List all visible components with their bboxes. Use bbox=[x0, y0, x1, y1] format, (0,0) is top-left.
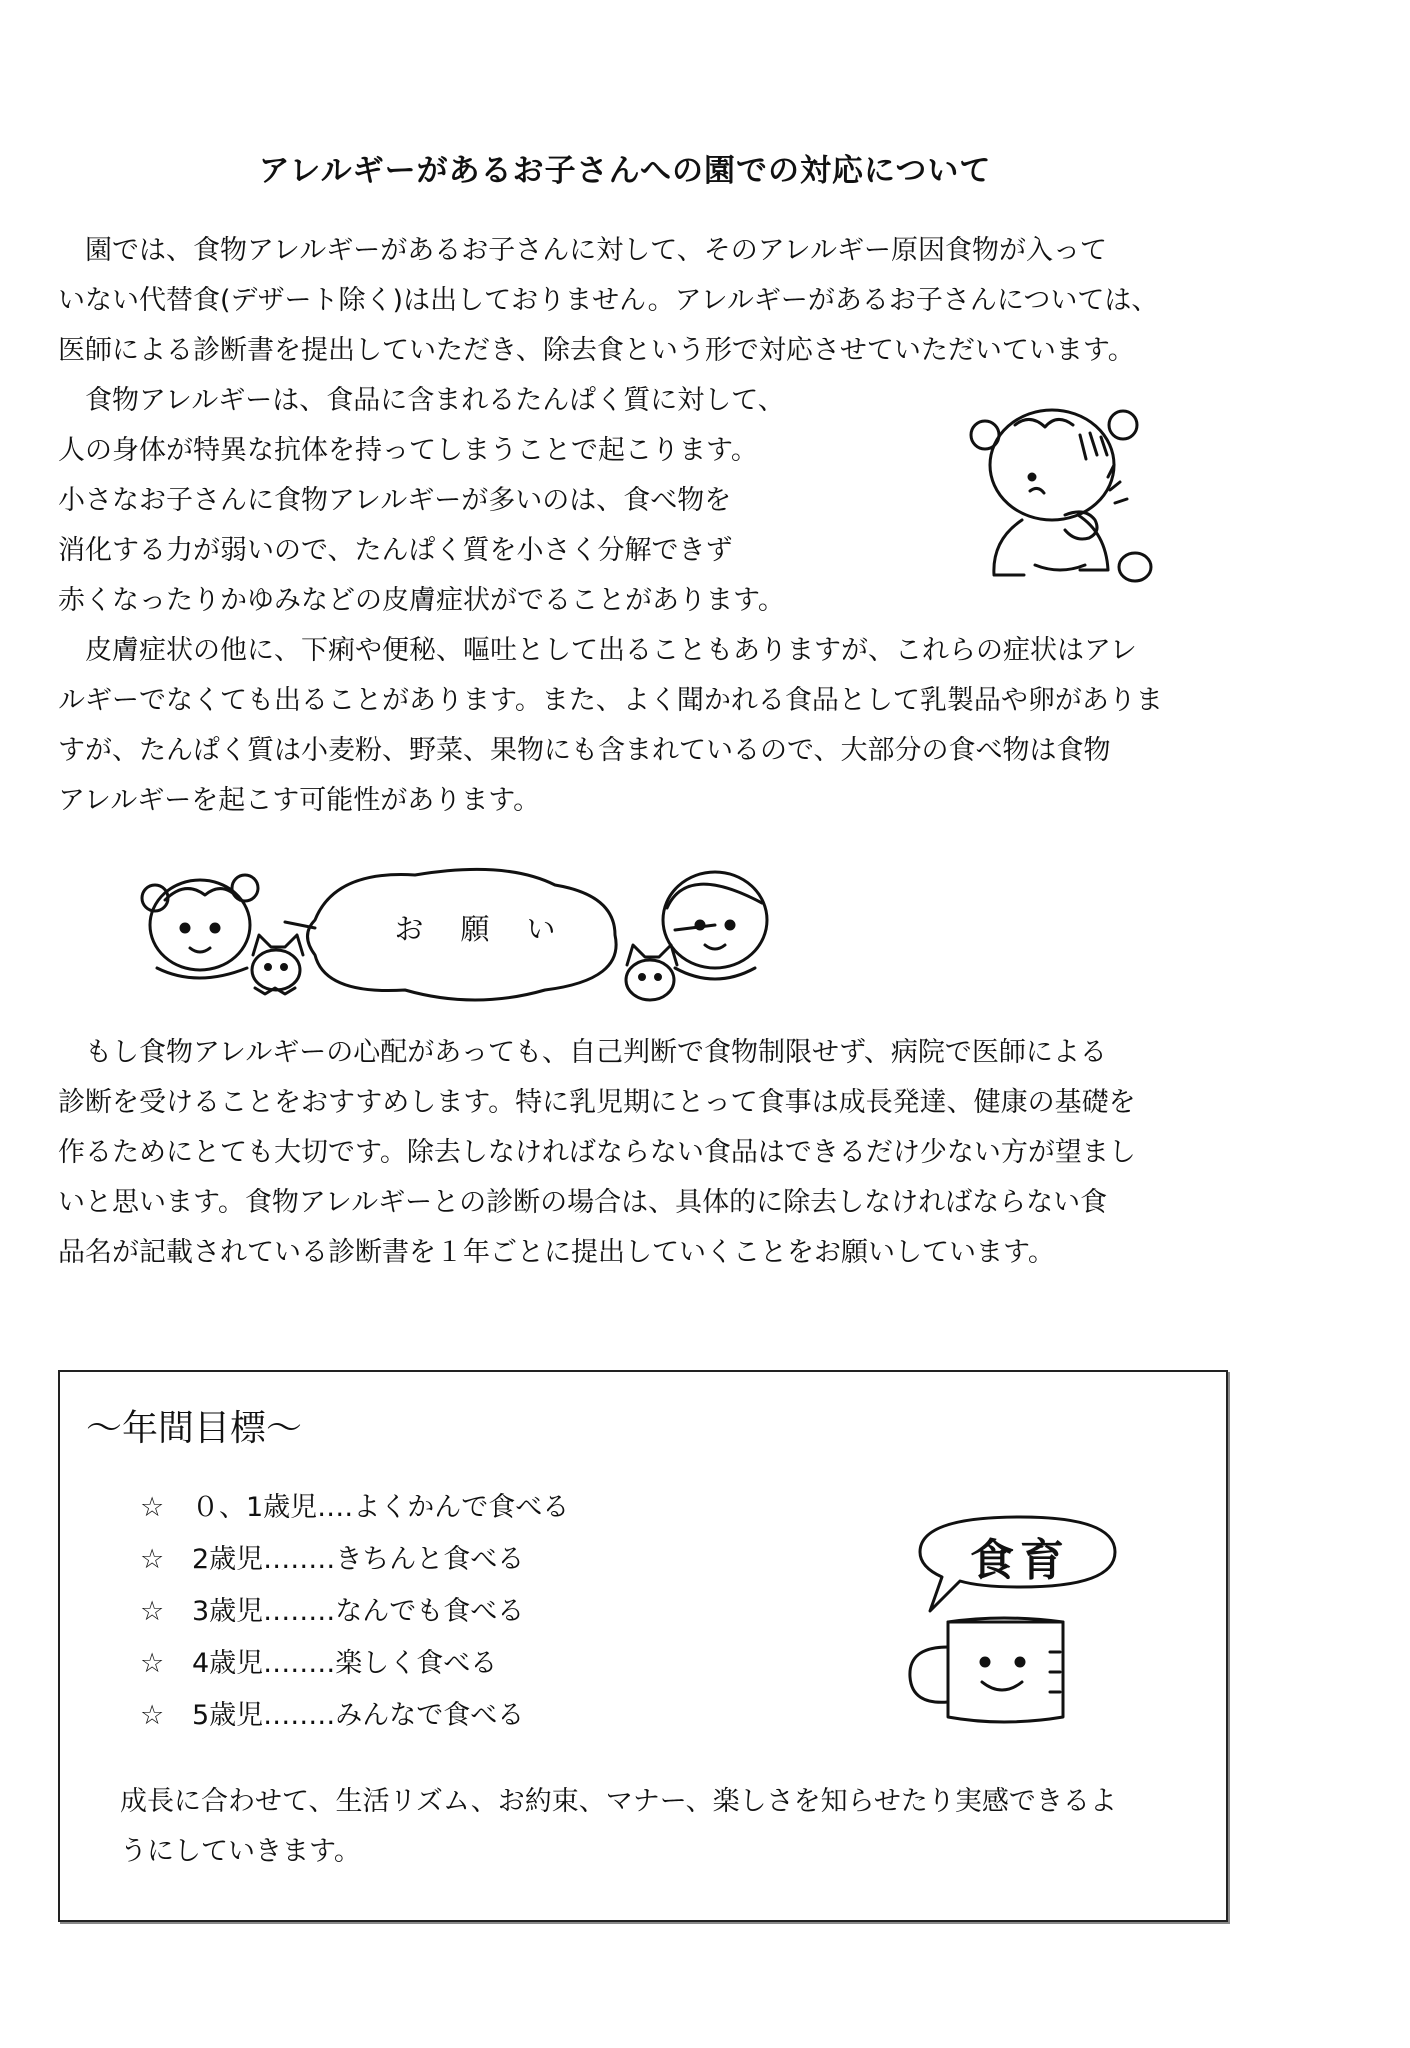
text-line: 食物アレルギーは、食品に含まれるたんぱく質に対して、 bbox=[58, 385, 785, 416]
itchy-child-illustration bbox=[960, 395, 1160, 595]
text-line: 医師による診断書を提出していただき、除去食という形で対応させていただいています。 bbox=[58, 335, 1135, 366]
star-icon: ☆ bbox=[140, 1492, 165, 1523]
text-line: 小さなお子さんに食物アレルギーが多いのは、食べ物を bbox=[58, 485, 732, 516]
paragraph-symptoms bbox=[58, 626, 1163, 826]
text-line: 赤くなったりかゆみなどの皮膚症状がでることがあります。 bbox=[58, 585, 785, 616]
shokuiku-illustration bbox=[900, 1512, 1120, 1732]
request-banner bbox=[135, 860, 775, 1010]
page-title: アレルギーがあるお子さんへの園での対応について bbox=[258, 153, 992, 189]
list-item: ☆ 2歳児‥‥‥‥きちんと食べる bbox=[140, 1534, 569, 1586]
annual-goals-list bbox=[140, 1482, 569, 1742]
paragraph-allergy-cause bbox=[58, 376, 785, 626]
paragraph-request bbox=[58, 1028, 1136, 1278]
text-line: ルギーでなくても出ることがあります。また、よく聞かれる食品として乳製品や卵がありま bbox=[58, 685, 1163, 716]
star-icon: ☆ bbox=[140, 1596, 165, 1627]
annual-goals-heading: ～年間目標～ bbox=[86, 1408, 303, 1449]
paragraph-policy bbox=[58, 226, 1158, 376]
text-line: 診断を受けることをおすすめします。特に乳児期にとって食事は成長発達、健康の基礎を bbox=[58, 1087, 1136, 1118]
text-line: もし食物アレルギーの心配があっても、自己判断で食物制限せず、病院で医師による bbox=[58, 1037, 1107, 1068]
list-item: ☆ 5歳児‥‥‥‥みんなで食べる bbox=[140, 1690, 569, 1742]
text-line: 品名が記載されている診断書を１年ごとに提出していくことをお願いしています。 bbox=[58, 1237, 1055, 1268]
text-line: 作るためにとても大切です。除去しなければならない食品はできるだけ少ない方が望まし bbox=[58, 1137, 1136, 1168]
text-line: 皮膚症状の他に、下痢や便秘、嘔吐として出ることもありますが、これらの症状はアレ bbox=[58, 635, 1137, 666]
annual-goals-box bbox=[58, 1370, 1228, 1922]
text-line: いと思います。食物アレルギーとの診断の場合は、具体的に除去しなければならない食 bbox=[58, 1187, 1108, 1218]
text-line: 園では、食物アレルギーがあるお子さんに対して、そのアレルギー原因食物が入って bbox=[58, 235, 1107, 266]
list-item: ☆ 4歳児‥‥‥‥楽しく食べる bbox=[140, 1638, 569, 1690]
annual-goals-footer bbox=[120, 1777, 1117, 1877]
text-line: 人の身体が特異な抗体を持ってしまうことで起こります。 bbox=[58, 435, 758, 466]
shokuiku-label: 食育 bbox=[970, 1535, 1070, 1586]
star-icon: ☆ bbox=[140, 1648, 165, 1679]
request-bubble-text: お 願 い bbox=[394, 912, 560, 946]
text-line: いない代替食(デザート除く)は出しておりません。アレルギーがあるお子さんについては、 bbox=[58, 285, 1159, 316]
text-line: 消化する力が弱いので、たんぱく質を小さく分解できず bbox=[58, 535, 733, 566]
text-line: 成長に合わせて、生活リズム、お約束、マナー、楽しさを知らせたり実感できるよ bbox=[120, 1786, 1117, 1817]
star-icon: ☆ bbox=[140, 1544, 165, 1575]
text-line: アレルギーを起こす可能性があります。 bbox=[58, 785, 541, 816]
star-icon: ☆ bbox=[140, 1700, 165, 1731]
list-item: ☆ 3歳児‥‥‥‥なんでも食べる bbox=[140, 1586, 569, 1638]
text-line: うにしていきます。 bbox=[120, 1836, 361, 1867]
list-item: ☆ ０、1歳児‥‥よくかんで食べる bbox=[140, 1482, 569, 1534]
text-line: すが、たんぱく質は小麦粉、野菜、果物にも含まれているので、大部分の食べ物は食物 bbox=[58, 735, 1111, 766]
